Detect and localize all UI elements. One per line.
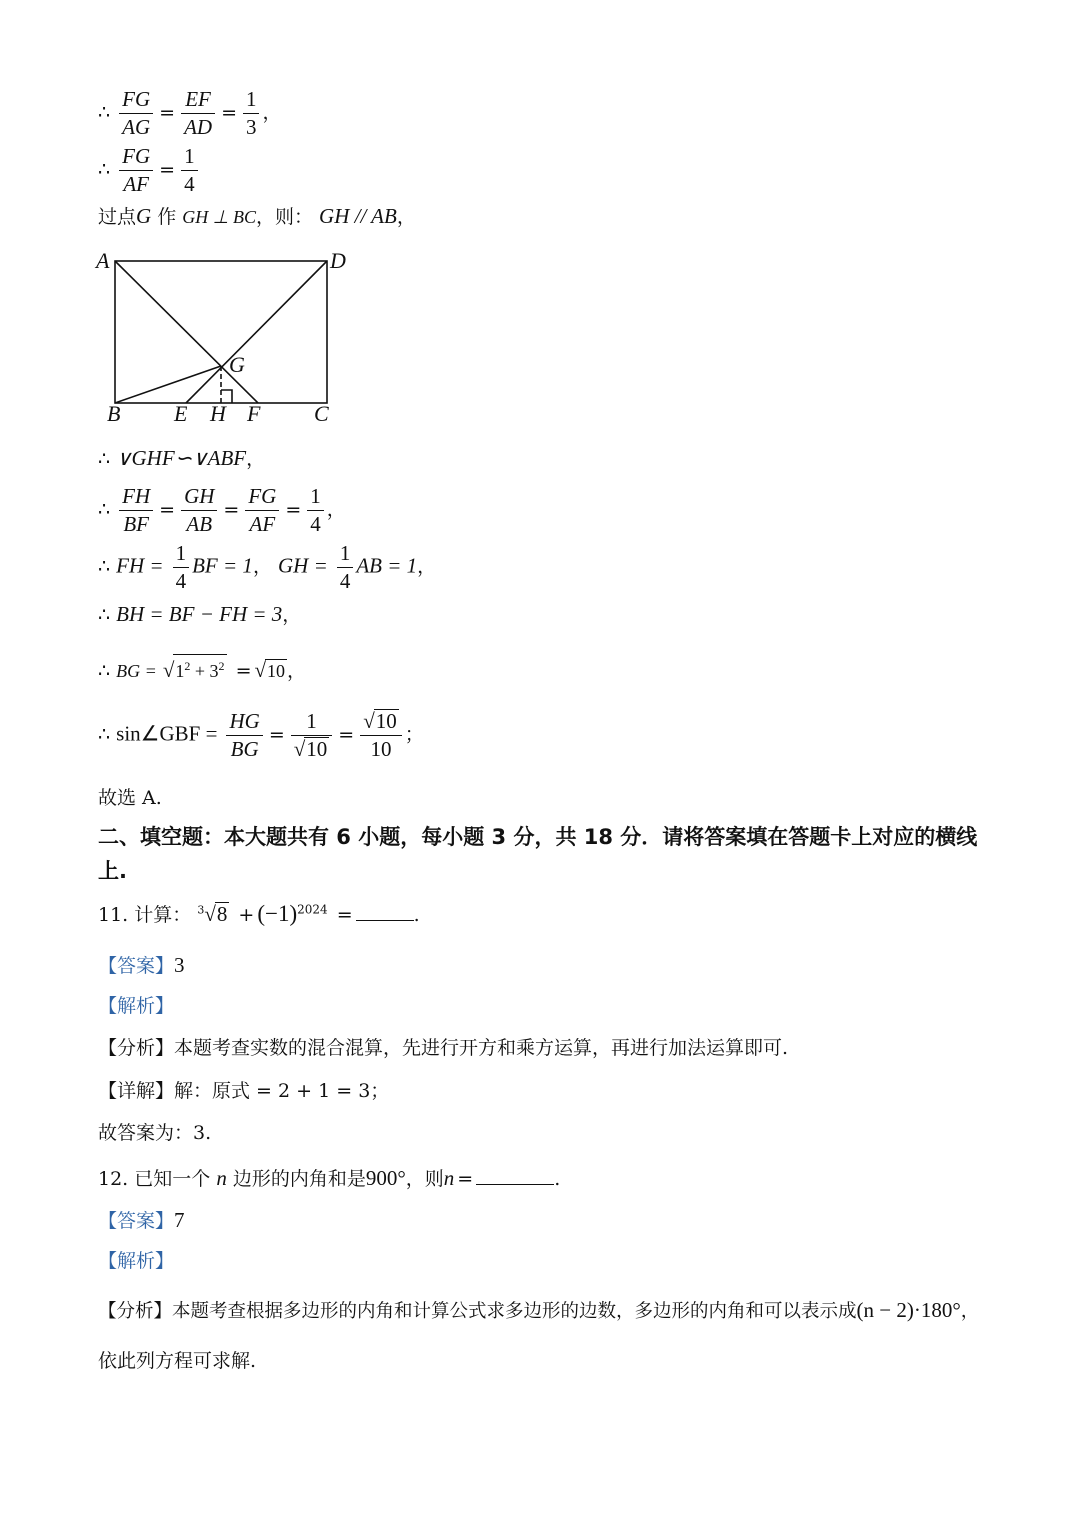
line-bg: ∴ BG = $√1^2 + 3^2 = √10$ ， — [98, 654, 306, 682]
xiangjie-11: 【详解】解：原式 = 2 + 1 = 3； — [98, 1080, 390, 1102]
fraction: $\frac{1}{4}$ — [181, 143, 198, 198]
fraction: $\frac{1}{3}$ — [243, 86, 260, 141]
fraction: $\frac{FG}{AF}$ — [119, 143, 153, 198]
label-b: B — [107, 401, 121, 426]
line-fg-af: ∴ $\frac{FG}{AF}$ = $\frac{1}{4}$ — [98, 143, 201, 198]
therefore-symbol: ∴ — [98, 101, 111, 124]
rectangle-abcd — [115, 261, 327, 403]
line-draw-gh: 过点G 作 GH ⊥ BC，则： GH // AB， — [98, 204, 416, 228]
line-sin: ∴ sin∠GBF = $\frac{HG}{BG}$ = $\frac{1}{√10}$ = $\frac{√10}{10}$ ； — [98, 709, 424, 761]
question-12: 12. 已知一个 n 边形的内角和是900°，则n = . — [98, 1166, 561, 1190]
fraction: $\frac{EF}{AD}$ — [181, 86, 215, 141]
label-g: G — [229, 352, 245, 377]
line-dge — [186, 261, 327, 403]
fenxi-12-cont: 依此列方程可求解. — [98, 1350, 257, 1372]
label-h: H — [210, 401, 226, 426]
therefore-symbol: ∴ — [98, 604, 111, 626]
analysis-tag-12: 【解析】 — [98, 1250, 175, 1272]
line-fg-ag: ∴ $\frac{FG}{AG}$ = $\frac{EF}{AD}$ = $\frac{1}{3}$ ， — [98, 87, 282, 139]
answer-blank[interactable] — [356, 902, 414, 921]
label-f: F — [247, 401, 261, 426]
line-ag-f — [115, 261, 258, 403]
question-11: 11. 计算： $^3√8 + (-1)^{2024}$ = . — [98, 901, 420, 926]
line-similar: ∴ ∨GHF∽∨ABF， — [98, 446, 266, 470]
fenxi-12: 【分析】本题考查根据多边形的内角和计算公式求多边形的边数，多边形的内角和可以表示成(n − 2)·180°， — [98, 1298, 980, 1322]
answer-blank[interactable] — [476, 1166, 554, 1185]
analysis-tag-11: 【解析】 — [98, 995, 175, 1017]
therefore-symbol: ∴ — [98, 498, 111, 521]
geometry-figure — [90, 244, 360, 426]
conclusion-11: 故答案为：3. — [98, 1122, 212, 1144]
therefore-symbol: ∴ — [98, 660, 111, 682]
therefore-symbol: ∴ — [98, 723, 111, 746]
line-choose-a: 故选 A. — [98, 787, 162, 809]
label-c: C — [314, 401, 329, 426]
section-heading: 二、填空题：本大题共有 6 小题，每小题 3 分，共 18 分．请将答案填在答题卡上对应的横线上. — [98, 825, 978, 883]
label-d: D — [330, 248, 346, 273]
answer-11: 【答案】3 — [98, 953, 185, 977]
therefore-symbol: ∴ — [98, 158, 111, 181]
therefore-symbol: ∴ — [98, 448, 111, 470]
label-a: A — [96, 248, 110, 273]
line-bh: ∴ BH = BF − FH = 3， — [98, 602, 302, 626]
fraction: $\frac{FG}{AG}$ — [119, 86, 153, 141]
line-ratios: ∴ $\frac{FH}{BF}$ = $\frac{GH}{AB}$ = $\frac{FG}{AF}$ = $\frac{1}{4}$ ， — [98, 484, 346, 536]
fenxi-11: 【分析】本题考查实数的混合混算，先进行开方和乘方运算，再进行加法运算即可. — [98, 1037, 789, 1059]
line-fh-gh: ∴ FH = $\frac{1}{4}$ BF = 1， GH = $\frac{1}{4}$ AB = 1， — [98, 541, 437, 593]
therefore-symbol: ∴ — [98, 555, 111, 578]
answer-12: 【答案】7 — [98, 1208, 185, 1232]
label-e: E — [174, 401, 188, 426]
